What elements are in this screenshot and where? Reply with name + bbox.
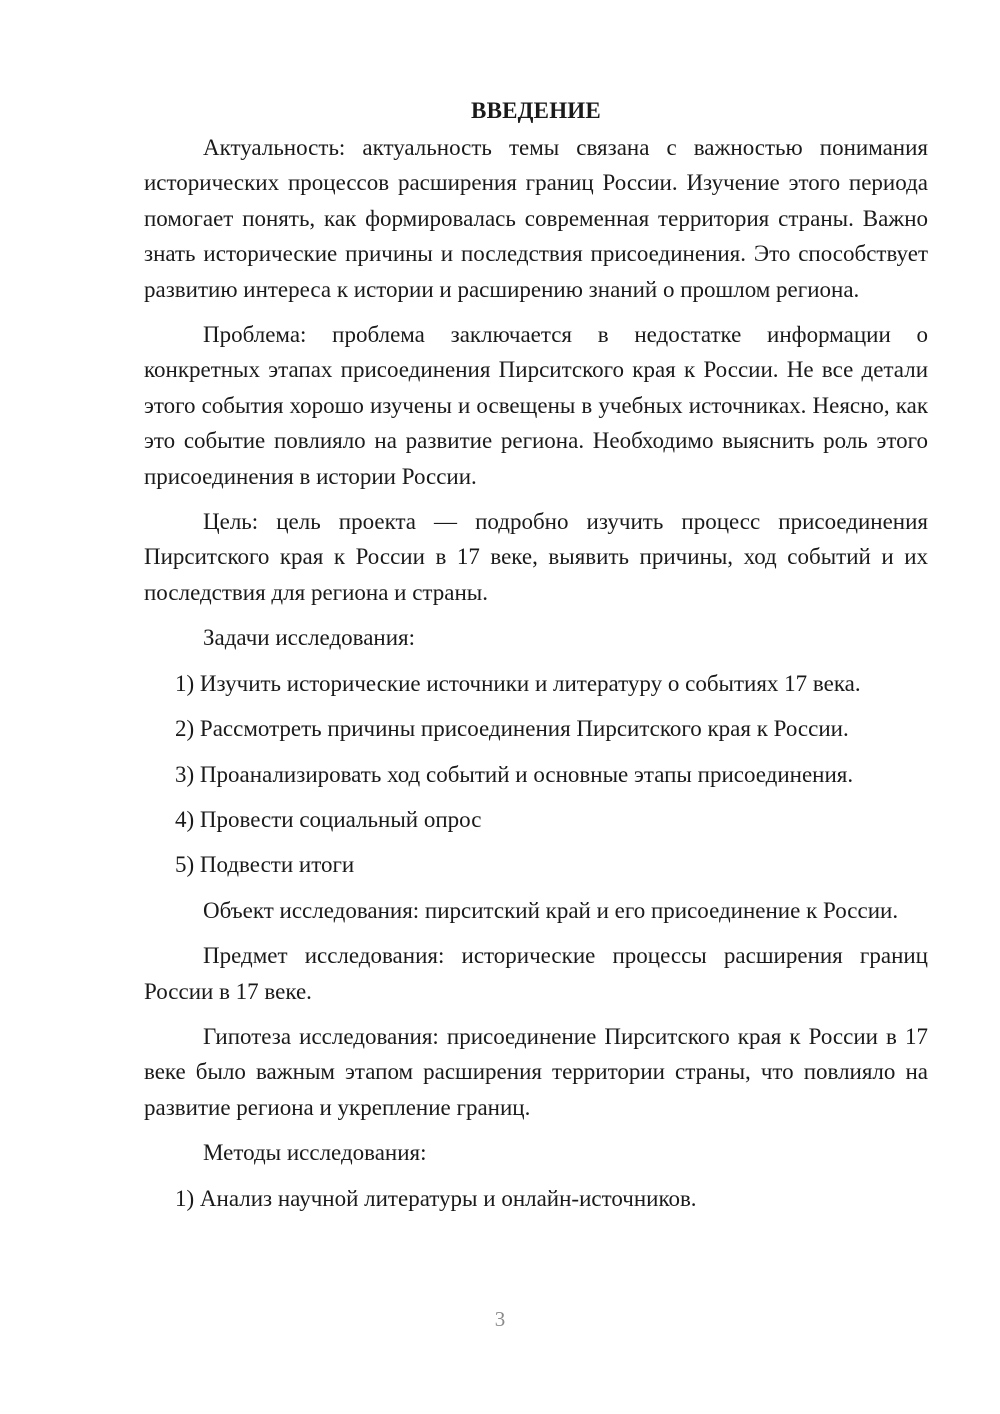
methods-title: Методы исследования:: [203, 1140, 427, 1166]
subject-paragraph: Предмет исследования: исторические процессы расширения границ России в 17 веке.: [144, 943, 928, 1004]
object-paragraph: Объект исследования: пирситский край и его присоединение к России.: [203, 897, 899, 923]
problem-paragraph: Проблема: проблема заключается в недостатке информации о конкретных этапах присоединения Пирситского края к России. Не все детали этого события хорошо изучены и освещены в учебных источниках. Неясно, как это событие повлияло на развитие региона. Необходимо выяснить роль этого присоединения в истории России.: [144, 322, 928, 489]
page-number: 3: [494, 1307, 506, 1331]
goal-paragraph: Цель: цель проекта — подробно изучить процесс присоединения Пирситского края к России в 17 веке, выявить причины, ход событий и их последствия для региона и страны.: [144, 509, 928, 605]
task-item: 5) Подвести итоги: [175, 852, 355, 878]
tasks-title: Задачи исследования:: [203, 625, 416, 651]
relevance-paragraph: Актуальность: актуальность темы связана с важностью понимания исторических процессов расширения границ России. Изучение этого периода помогает понять, как формировалась современная территория страны. Важно знать исторические причины и последствия присоединения. Это способствует развитию интереса к истории и расширению знаний о прошлом региона.: [144, 135, 928, 302]
task-item: 3) Проанализировать ход событий и основные этапы присоединения.: [175, 761, 854, 787]
task-item: 2) Рассмотреть причины присоединения Пирситского края к России.: [175, 716, 849, 742]
page-content: [144, 93, 928, 1226]
task-item: 1) Изучить исторические источники и литературу о событиях 17 века.: [175, 670, 861, 696]
task-item: 4) Провести социальный опрос: [175, 806, 482, 832]
section-heading: ВВЕДЕНИЕ: [471, 98, 601, 123]
hypothesis-paragraph: Гипотеза исследования: присоединение Пирситского края к России в 17 веке было важным этапом расширения территории страны, что повлияло на развитие региона и укрепление границ.: [144, 1023, 928, 1120]
method-item: 1) Анализ научной литературы и онлайн-источников.: [175, 1185, 697, 1211]
